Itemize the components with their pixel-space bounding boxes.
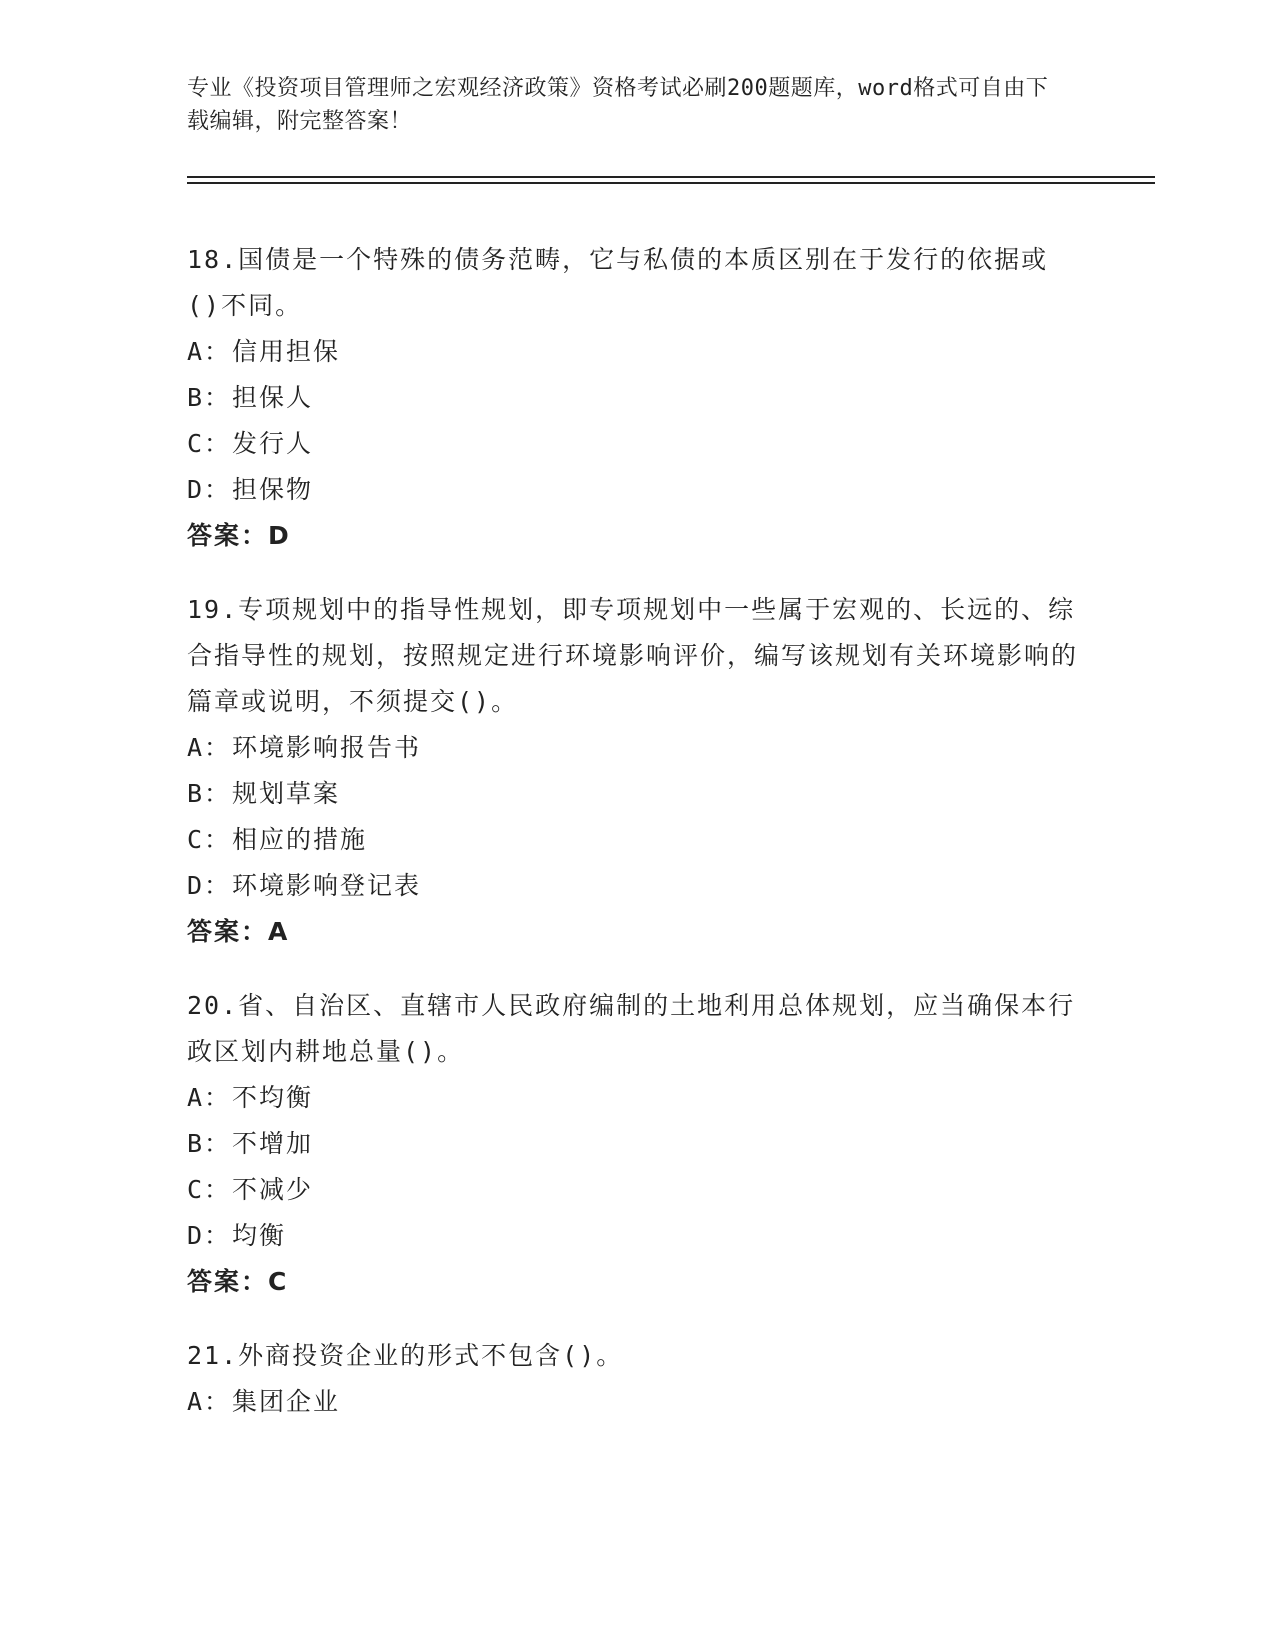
question-stem: 21.外商投资企业的形式不包含()。: [187, 1341, 624, 1370]
option-text: 不均衡: [232, 1083, 314, 1112]
option-letter: D：: [187, 1221, 232, 1250]
option-d: [187, 467, 1082, 513]
header-rule-bottom: [187, 182, 1155, 184]
option-letter: D：: [187, 871, 232, 900]
question-stem: 20.省、自治区、直辖市人民政府编制的土地利用总体规划，应当确保本行政区划内耕地总量()。: [187, 991, 1076, 1066]
option-text: 担保物: [232, 475, 314, 504]
option-text: 担保人: [232, 383, 314, 412]
option-d: [187, 863, 1082, 909]
option-text: 环境影响报告书: [232, 733, 422, 762]
option-b: [187, 771, 1082, 817]
answer: 答案：C: [187, 1267, 289, 1296]
option-text: 相应的措施: [232, 825, 368, 854]
option-a: [187, 725, 1082, 771]
option-b: [187, 1121, 1082, 1167]
option-letter: B：: [187, 779, 232, 808]
question-stem: 18.国债是一个特殊的债务范畴，它与私债的本质区别在于发行的依据或()不同。: [187, 245, 1049, 320]
option-letter: D：: [187, 475, 232, 504]
option-letter: B：: [187, 1129, 232, 1158]
document-header: 专业《投资项目管理师之宏观经济政策》资格考试必刷200题题库，word格式可自由下载编辑，附完整答案！: [187, 76, 1049, 134]
question-21: [187, 1333, 1082, 1425]
option-text: 均衡: [232, 1221, 287, 1250]
option-a: [187, 1379, 1082, 1425]
question-18: [187, 237, 1082, 559]
option-text: 集团企业: [232, 1387, 341, 1416]
header-rule-top: [187, 176, 1155, 178]
option-letter: C：: [187, 1175, 232, 1204]
option-b: [187, 375, 1082, 421]
option-text: 不减少: [232, 1175, 314, 1204]
question-list: [187, 237, 1082, 1453]
option-letter: B：: [187, 383, 232, 412]
option-text: 信用担保: [232, 337, 341, 366]
option-letter: A：: [187, 733, 232, 762]
option-letter: C：: [187, 429, 232, 458]
option-text: 发行人: [232, 429, 314, 458]
option-letter: A：: [187, 337, 232, 366]
question-stem: 19.专项规划中的指导性规划，即专项规划中一些属于宏观的、长远的、综合指导性的规划，按照规定进行环境影响评价，编写该规划有关环境影响的篇章或说明，不须提交()。: [187, 595, 1079, 716]
option-c: [187, 817, 1082, 863]
option-text: 不增加: [232, 1129, 314, 1158]
question-20: [187, 983, 1082, 1305]
answer: 答案：D: [187, 521, 291, 550]
option-c: [187, 421, 1082, 467]
option-a: [187, 1075, 1082, 1121]
answer: 答案：A: [187, 917, 290, 946]
option-d: [187, 1213, 1082, 1259]
option-letter: A：: [187, 1387, 232, 1416]
option-c: [187, 1167, 1082, 1213]
option-text: 环境影响登记表: [232, 871, 422, 900]
option-letter: A：: [187, 1083, 232, 1112]
option-a: [187, 329, 1082, 375]
option-letter: C：: [187, 825, 232, 854]
option-text: 规划草案: [232, 779, 341, 808]
question-19: [187, 587, 1082, 955]
